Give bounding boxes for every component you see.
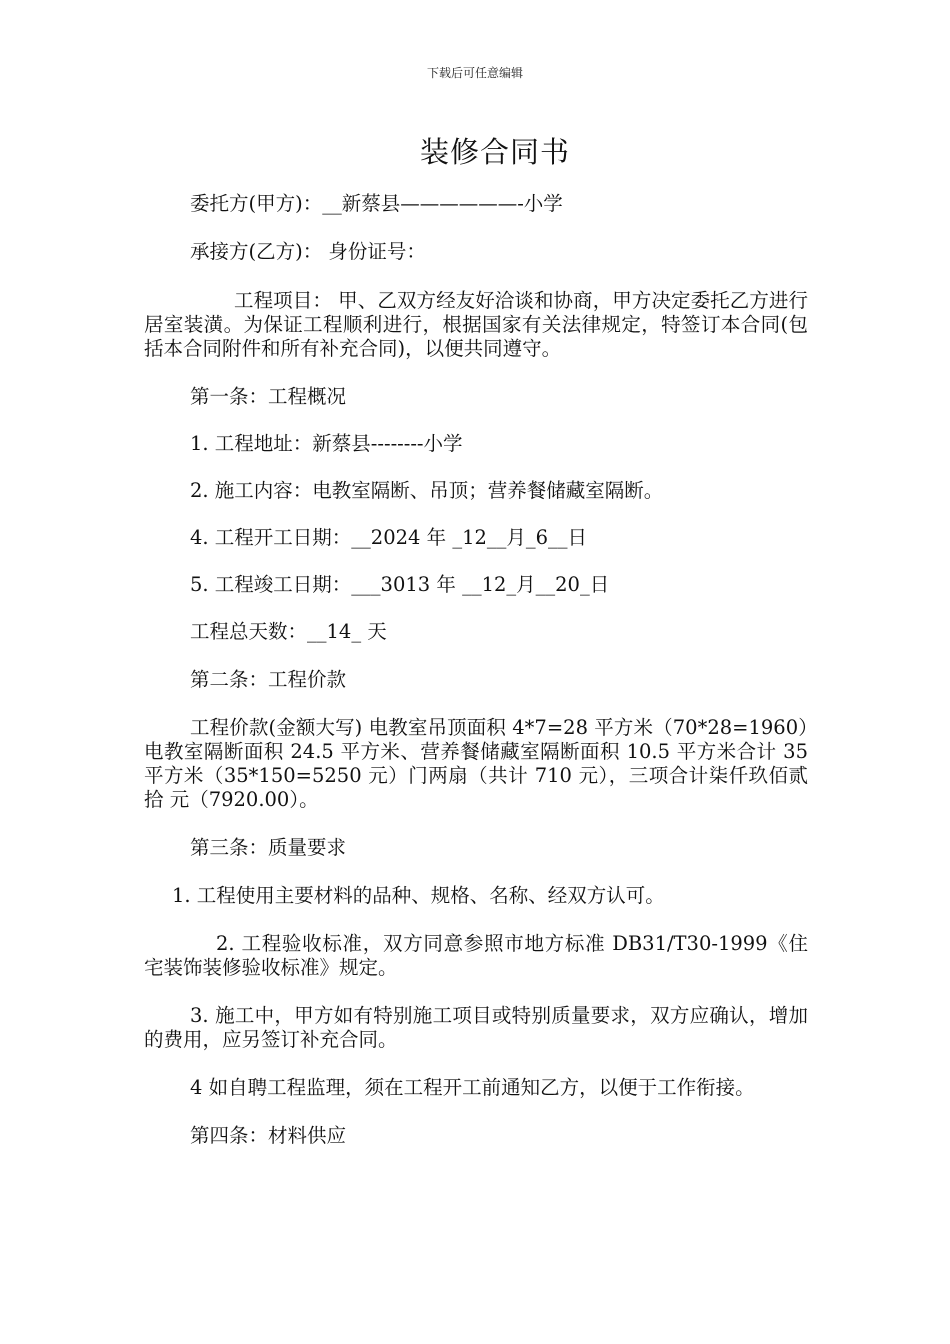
- article-2-heading: 第二条：工程价款: [190, 668, 347, 691]
- article-4-heading: 第四条：材料供应: [190, 1124, 347, 1147]
- construction-content: 2. 施工内容：电教室隔断、吊顶；营养餐储藏室隔断。: [190, 479, 664, 502]
- article-1-heading: 第一条：工程概况: [190, 385, 347, 408]
- contract-body: [144, 192, 808, 1148]
- quality-item-2: 2. 工程验收标准，双方同意参照市地方标准 DB31/T30-1999《住宅装饰装修验收标准》规定。: [144, 932, 808, 979]
- party-b-line: 承接方(乙方)： 身份证号：: [190, 240, 426, 263]
- party-a-line: 委托方(甲方)：__新蔡县——————-小学: [190, 192, 563, 215]
- total-days: 工程总天数：__14_ 天: [190, 620, 387, 643]
- start-date: 4. 工程开工日期：__2024 年 _12__月_6__日: [190, 526, 588, 549]
- project-address: 1. 工程地址：新蔡县--------小学: [190, 432, 463, 455]
- article-3-heading: 第三条：质量要求: [190, 836, 347, 859]
- document-title: 装修合同书: [419, 135, 570, 169]
- header-note: 下载后可任意编辑: [426, 66, 523, 80]
- completion-date: 5. 工程竣工日期：___3013 年 __12_月__20_日: [190, 573, 610, 596]
- quality-item-1: 1. 工程使用主要材料的品种、规格、名称、经双方认可。: [172, 884, 665, 907]
- quality-item-3: 3. 施工中，甲方如有特别施工项目或特别质量要求，双方应确认，增加的费用，应另签订补充合同。: [144, 1004, 808, 1051]
- quality-item-4: 4 如自聘工程监理，须在工程开工前通知乙方，以便于工作衔接。: [190, 1076, 755, 1099]
- price-paragraph: 工程价款(金额大写) 电教室吊顶面积 4*7=28 平方米（70*28=1960）电教室隔断面积 24.5 平方米、营养餐储藏室隔断面积 10.5 平方米合计 35 平方米（35*150=5250 元）门两扇（共计 710 元），三项合计柒仟玖佰贰拾 元（7920.00）。: [144, 716, 808, 811]
- project-intro-paragraph: 工程项目： 甲、乙双方经友好洽谈和协商，甲方决定委托乙方进行居室装潢。为保证工程顺利进行，根据国家有关法律规定，特签订本合同(包括本合同附件和所有补充合同)，以便共同遵守。: [144, 289, 808, 360]
